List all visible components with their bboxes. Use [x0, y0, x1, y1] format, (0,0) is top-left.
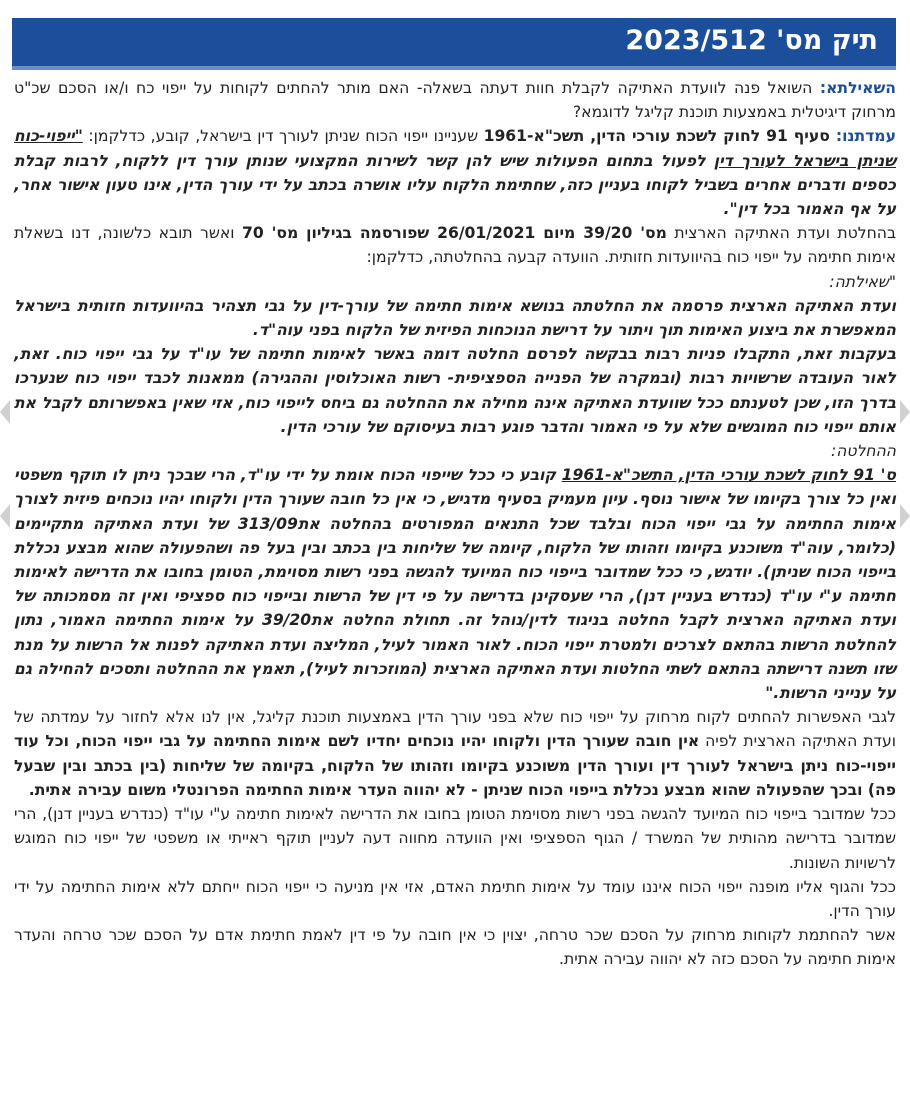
- conclusion-1-bold: אין חובה שעורך הדין ולקוחו יהיו נוכחים יחדיו לשם אימות החתימה על גבי ייפוי הכוח, וכל עוד ייפוי-כוח ניתן בישראל לעורך דין ועורך הדין משוכנע בקיומו וזהותו של הלקוח, בקיומה של שליחות (בין בכתב ובין שבעל פה) ובכך שהפעולה שהוא מבצע נכללת בייפוי הכוח שניתן - לא יהווה העדר אימות החתימה הפרונטלי משום עבירה אתית.: [14, 732, 896, 799]
- document-body: [14, 76, 896, 972]
- quoted-paragraph-2: בעקבות זאת, התקבלו פניות רבות בבקשה לפרסם החלטה דומה באשר לאימות חתימה של עו"ד על גבי ייפוי כוח. זאת, לאור העובדה שרשויות רבות (ובמקרה של הפנייה הספציפית- רשות האוכלוסין וההגירה) ממאנות לכבד ייפוי כוח שנערכו בדרך הזו, שכן לטענתם ככל שוועדת האתיקה אינה מחילה את ההחלטה גם ביחס לייפוי כוח, אזי שאין באפשרותם לקבל את אותם ייפוי כוח המוגשים שלא על פי האמור והדבר פוגע רבות בעיסוקם של עורכי הדין.: [14, 345, 896, 436]
- case-header: [12, 18, 896, 70]
- quoted-decision-heading: ההחלטה:: [831, 442, 896, 461]
- question-paragraph: [14, 76, 896, 124]
- quote-rest: לפעול בתחום הפעולות שיש להן קשר לשירות המקצועי שנותן עורך דין ללקוח, לרבות קבלת כספים ודברים אחרים בשביל לקוחו בעניין כזה, שחתימת הלקוח עליו אושרה בכתב על ידי עורך הדין, אינו טעון אישור אחר, על אף האמור בכל דין".: [14, 151, 896, 219]
- decision-ref-number: מס' 39/20 מיום 26/01/2021 שפורסמה בגיליון מס' 70: [241, 224, 667, 243]
- law-reference: סעיף 91 לחוק לשכת עורכי הדין, תשכ"א-1961: [483, 127, 836, 146]
- conclusion-paragraph-3: ככל והגוף אליו מופנה ייפוי הכוח איננו עומד על אימות חתימת האדם, אזי אין מניעה כי ייפוי הכוח ייחתם ללא אימות החתימה על ידי עורך הדין.: [14, 877, 896, 920]
- quoted-question-heading: "שאילתה:: [829, 272, 896, 291]
- scroll-left-arrow-secondary-icon[interactable]: [0, 504, 10, 528]
- position-paragraph: [14, 124, 896, 221]
- scroll-right-arrow-secondary-icon[interactable]: [900, 504, 910, 528]
- scroll-right-arrow-icon[interactable]: [900, 400, 910, 424]
- conclusion-paragraph-2: ככל שמדובר בייפוי כוח המיועד להגשה בפני רשות מסוימת הטומן בחובו את הדרישה לאימות חתימה ע"י עו"ד (כנדרש בעניין דנן), הרי שמדובר בדרישה מהותית של המשרד / הגוף הספציפי ואין הוועדה מחווה דעה לעניין תוקף ראייתי או משפטי של ייפוי כוח המוגש לרשויות השונות.: [14, 805, 896, 872]
- decision-reference-paragraph: [14, 221, 896, 269]
- decision-ref-intro: בהחלטת ועדת האתיקה הארצית: [666, 224, 897, 243]
- scroll-left-arrow-icon[interactable]: [0, 400, 10, 424]
- quoted-paragraph-1: ועדת האתיקה הארצית פרסמה את החלטתה בנושא אימות חתימה של עורך-דין על גבי תצהיר בהיוועדות חזותית בישראל המאפשרת את ביצוע האימות תוך ויתור על דרישת הנוכחות הפיזית של הלקוח בפני עוה"ד.: [14, 296, 896, 340]
- position-label: עמדתנו:: [835, 127, 896, 146]
- position-intro: שעניינו ייפוי הכוח שניתן לעורך דין בישראל, קובע, כדלקמן:: [88, 127, 484, 146]
- quoted-paragraph-3: [14, 463, 896, 705]
- conclusion-paragraph-4: אשר להחתמת לקוחות מרחוק על הסכם שכר טרחה, יצוין כי אין חובה על פי דין לאמת חתימת אדם על הסכם שכר טרחה והעדר אימות חתימה על הסכם כזה לא יהווה עבירה אתית.: [14, 926, 896, 969]
- quoted-decision-text: קובע כי ככל שייפוי הכוח אומת על ידי עו"ד, הרי שבכך ניתן לו תוקף משפטי ואין כל צורך בקיומו של אישור נוסף. עיון מעמיק בסעיף מדגיש, כי אין כל חובה שעורך הדין ולקוחו יהיו נוכחים פיזית לצורך אימות החתימה על גבי ייפוי הכוח ובלבד שכל התנאים המפורטים בהחלטה את313/09 של ועדת האתיקה מתקיימים (כלומר, עוה"ד משוכנע בקיומו וזהותו של הלקוח, קיומה של שליחות בין בכתב ובין בעל פה ושהפעולה שהוא מבצע נכללת בייפוי הכוח שניתן). יודגש, כי ככל שמדובר בייפוי כוח המיועד להגשה בפני רשות מסוימת, הטומן בחובו את הדרישה לאימות חתימה ע"י עו"ד (כנדרש בעניין דנן), הרי שעסקינן בדרישה על פי דין של הרשות ובייפוי כוח ספציפי ואין זה מסמכותה של ועדת האתיקה הארצית לקבל החלטה בניגוד לדין/נוהל זה. תחולת החלטה את39/20 על אימות החתימה האמור, נתון להחלטת הרשות בהתאם לצרכים ולמטרת ייפוי הכוח. לאור האמור לעיל, המליצה ועדת האתיקה לפנות אל הרשות על מנת שזו תשנה דרישתה בהתאם לשתי החלטות ועדת האתיקה הארצית (המוזכרות לעיל), תאמץ את ההחלטה ותסכים להחילה גם על ענייני הרשות.": [14, 466, 896, 703]
- decision-ref-rest: ואשר תובא כלשונה, דנו בשאלת אימות חתימה על ייפוי כוח בהיוועדות חזותית. הוועדה קבעה בהחלטתה, כדלקמן:: [14, 224, 896, 267]
- question-label: השאילתא:: [819, 79, 896, 97]
- case-title: תיק מס' 2023/512: [625, 25, 878, 56]
- conclusion-paragraph-1: [14, 705, 896, 802]
- quoted-law-reference: ס' 91 לחוק לשכת עורכי הדין, התשכ"א-1961: [561, 466, 896, 485]
- conclusion-1-intro: לגבי האפשרות להחתים לקוח מרחוק על ייפוי כוח שלא בפני עורך הדין באמצעות תוכנת קליגל, אין לנו אלא לחזור על עמדתה של ועדת האתיקה הארצית לפיה: [14, 708, 897, 751]
- question-text: השואל פנה לוועדת האתיקה לקבלת חוות דעתה בשאלה- האם מותר להחתים לקוחות על ייפוי כח ו/או הסכם שכ"ט מרחוק דיגיטלית באמצעות תוכנת קליגל לדוגמא?: [14, 79, 896, 122]
- quote-opening: "ייפוי-כוח שניתן בישראל לעורך דין: [14, 127, 896, 170]
